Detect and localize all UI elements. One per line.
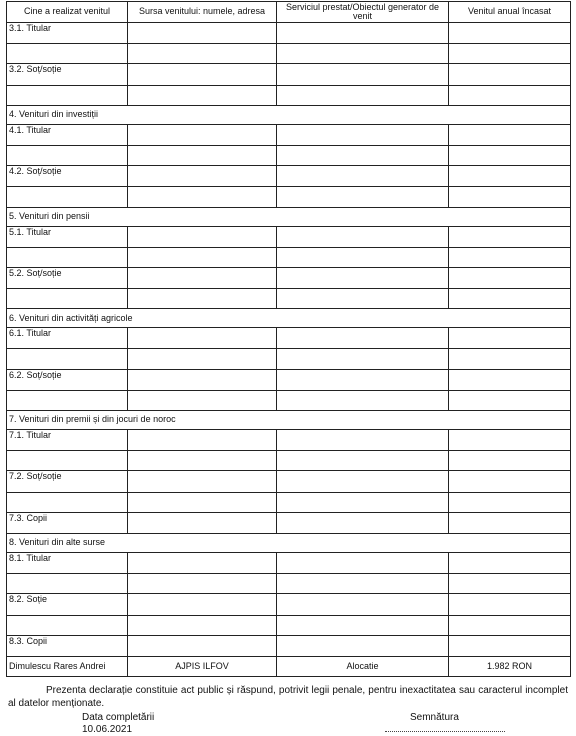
table-cell bbox=[449, 594, 571, 615]
table-cell bbox=[128, 226, 277, 247]
section-title: 6. Venituri din activități agricole bbox=[7, 309, 571, 328]
table-cell bbox=[449, 574, 571, 594]
table-cell bbox=[449, 289, 571, 309]
table-cell bbox=[277, 451, 449, 471]
row-label bbox=[7, 492, 128, 512]
row-label: 8.2. Soție bbox=[7, 594, 128, 615]
table-cell bbox=[128, 124, 277, 145]
table-cell bbox=[449, 85, 571, 105]
date-value: 10.06.2021 bbox=[82, 724, 133, 735]
row-label: 5.1. Titular bbox=[7, 226, 128, 247]
table-row bbox=[7, 349, 571, 369]
row-label bbox=[7, 390, 128, 410]
table-cell bbox=[449, 247, 571, 267]
table-row bbox=[7, 492, 571, 512]
table-cell bbox=[449, 390, 571, 410]
table-cell bbox=[449, 44, 571, 64]
table-row bbox=[7, 226, 571, 247]
row-label bbox=[7, 247, 128, 267]
table-cell bbox=[277, 289, 449, 309]
table-cell bbox=[277, 471, 449, 492]
section-title: 7. Venituri din premii și din jocuri de noroc bbox=[7, 411, 571, 430]
table-cell bbox=[128, 187, 277, 207]
table-cell bbox=[449, 552, 571, 573]
table-cell bbox=[277, 64, 449, 85]
table-cell bbox=[128, 451, 277, 471]
table-cell bbox=[449, 166, 571, 187]
table-row bbox=[7, 594, 571, 615]
header-service: Serviciul prestat/Obiectul generator de venit bbox=[277, 2, 449, 23]
table-cell bbox=[128, 574, 277, 594]
table-row bbox=[7, 430, 571, 451]
table-row bbox=[7, 512, 571, 533]
table-row bbox=[7, 85, 571, 105]
table-row bbox=[7, 166, 571, 187]
table-cell bbox=[449, 430, 571, 451]
entry-who: Dimulescu Rares Andrei bbox=[7, 656, 128, 676]
table-cell bbox=[277, 574, 449, 594]
table-cell bbox=[128, 430, 277, 451]
table-cell bbox=[128, 166, 277, 187]
section-title-row bbox=[7, 207, 571, 226]
table-row bbox=[7, 23, 571, 44]
row-label: 8.1. Titular bbox=[7, 552, 128, 573]
table-cell bbox=[449, 471, 571, 492]
table-cell bbox=[277, 187, 449, 207]
table-row bbox=[7, 64, 571, 85]
table-row bbox=[7, 44, 571, 64]
table-cell bbox=[128, 289, 277, 309]
table-row bbox=[7, 451, 571, 471]
table-cell bbox=[128, 85, 277, 105]
table-cell bbox=[277, 85, 449, 105]
table-cell bbox=[449, 328, 571, 349]
legal-statement: Prezenta declarație constituie act public și răspund, potrivit legii penale, pentru inexactitatea sau caracterul incomplet al datelor menționate. bbox=[8, 685, 568, 709]
table-cell bbox=[277, 430, 449, 451]
table-cell bbox=[128, 247, 277, 267]
table-cell bbox=[128, 492, 277, 512]
table-cell bbox=[128, 594, 277, 615]
table-cell bbox=[277, 267, 449, 288]
section-title-row bbox=[7, 105, 571, 124]
table-cell bbox=[449, 369, 571, 390]
table-row bbox=[7, 289, 571, 309]
table-cell bbox=[277, 552, 449, 573]
row-label bbox=[7, 574, 128, 594]
header-who: Cine a realizat venitul bbox=[7, 2, 128, 23]
row-label bbox=[7, 615, 128, 635]
table-cell bbox=[449, 145, 571, 165]
table-cell bbox=[128, 552, 277, 573]
table-cell bbox=[277, 247, 449, 267]
table-row bbox=[7, 124, 571, 145]
table-cell bbox=[128, 512, 277, 533]
table-cell bbox=[449, 635, 571, 656]
signature-label: Semnătura bbox=[410, 712, 459, 723]
table-cell bbox=[449, 64, 571, 85]
table-row bbox=[7, 369, 571, 390]
row-label: 4.1. Titular bbox=[7, 124, 128, 145]
table-body bbox=[7, 23, 571, 677]
row-label bbox=[7, 145, 128, 165]
header-source: Sursa venitului: numele, adresa bbox=[128, 2, 277, 23]
header-amount: Venitul anual încasat bbox=[449, 2, 571, 23]
table-row bbox=[7, 552, 571, 573]
section-title: 4. Venituri din investiții bbox=[7, 105, 571, 124]
table-row bbox=[7, 635, 571, 656]
table-cell bbox=[277, 145, 449, 165]
row-label bbox=[7, 349, 128, 369]
row-label: 5.2. Soț/soție bbox=[7, 267, 128, 288]
table-cell bbox=[277, 492, 449, 512]
table-row bbox=[7, 574, 571, 594]
table-cell bbox=[449, 615, 571, 635]
table-cell bbox=[277, 615, 449, 635]
table-row bbox=[7, 471, 571, 492]
table-cell bbox=[277, 369, 449, 390]
entry-amount: 1.982 RON bbox=[449, 656, 571, 676]
table-cell bbox=[277, 594, 449, 615]
table-cell bbox=[128, 349, 277, 369]
row-label bbox=[7, 187, 128, 207]
date-label: Data completării bbox=[82, 712, 155, 723]
table-row bbox=[7, 390, 571, 410]
row-label: 6.2. Soț/soție bbox=[7, 369, 128, 390]
table-cell bbox=[128, 635, 277, 656]
table-cell bbox=[277, 635, 449, 656]
table-row bbox=[7, 267, 571, 288]
table-cell bbox=[449, 23, 571, 44]
table-cell bbox=[128, 267, 277, 288]
table-cell bbox=[277, 166, 449, 187]
entry-service: Alocatie bbox=[277, 656, 449, 676]
table-cell bbox=[449, 451, 571, 471]
table-cell bbox=[449, 512, 571, 533]
table-cell bbox=[128, 23, 277, 44]
table-row bbox=[7, 187, 571, 207]
row-label bbox=[7, 44, 128, 64]
table-row bbox=[7, 328, 571, 349]
table-cell bbox=[128, 390, 277, 410]
income-table bbox=[6, 1, 571, 677]
section-title-row bbox=[7, 411, 571, 430]
row-label: 4.2. Soț/soție bbox=[7, 166, 128, 187]
table-cell bbox=[128, 44, 277, 64]
table-row bbox=[7, 615, 571, 635]
table-cell bbox=[128, 615, 277, 635]
row-label: 8.3. Copii bbox=[7, 635, 128, 656]
row-label: 6.1. Titular bbox=[7, 328, 128, 349]
row-label: 3.2. Soț/soție bbox=[7, 64, 128, 85]
table-header-row bbox=[7, 2, 571, 23]
section-title-row bbox=[7, 309, 571, 328]
table-cell bbox=[449, 349, 571, 369]
table-cell bbox=[277, 23, 449, 44]
table-cell bbox=[277, 512, 449, 533]
table-cell bbox=[277, 124, 449, 145]
section-title: 8. Venituri din alte surse bbox=[7, 533, 571, 552]
table-cell bbox=[128, 145, 277, 165]
table-row bbox=[7, 145, 571, 165]
table-cell bbox=[449, 226, 571, 247]
table-cell bbox=[449, 187, 571, 207]
table-cell bbox=[128, 64, 277, 85]
entry-source: AJPIS ILFOV bbox=[128, 656, 277, 676]
table-cell bbox=[277, 390, 449, 410]
table-cell bbox=[449, 124, 571, 145]
table-cell bbox=[277, 44, 449, 64]
table-cell bbox=[128, 471, 277, 492]
completion-date-block bbox=[82, 712, 154, 736]
row-label: 7.2. Soț/soție bbox=[7, 471, 128, 492]
income-entry-row bbox=[7, 656, 571, 676]
row-label bbox=[7, 289, 128, 309]
declaration-document bbox=[6, 1, 570, 677]
table-cell bbox=[128, 369, 277, 390]
section-title: 5. Venituri din pensii bbox=[7, 207, 571, 226]
row-label: 7.1. Titular bbox=[7, 430, 128, 451]
section-title-row bbox=[7, 533, 571, 552]
table-cell bbox=[277, 226, 449, 247]
signature-block bbox=[410, 712, 459, 724]
table-cell bbox=[449, 492, 571, 512]
table-cell bbox=[128, 328, 277, 349]
table-cell bbox=[277, 328, 449, 349]
row-label bbox=[7, 451, 128, 471]
row-label bbox=[7, 85, 128, 105]
table-row bbox=[7, 247, 571, 267]
row-label: 3.1. Titular bbox=[7, 23, 128, 44]
table-cell bbox=[449, 267, 571, 288]
table-cell bbox=[277, 349, 449, 369]
row-label: 7.3. Copii bbox=[7, 512, 128, 533]
signature-line bbox=[385, 731, 505, 732]
